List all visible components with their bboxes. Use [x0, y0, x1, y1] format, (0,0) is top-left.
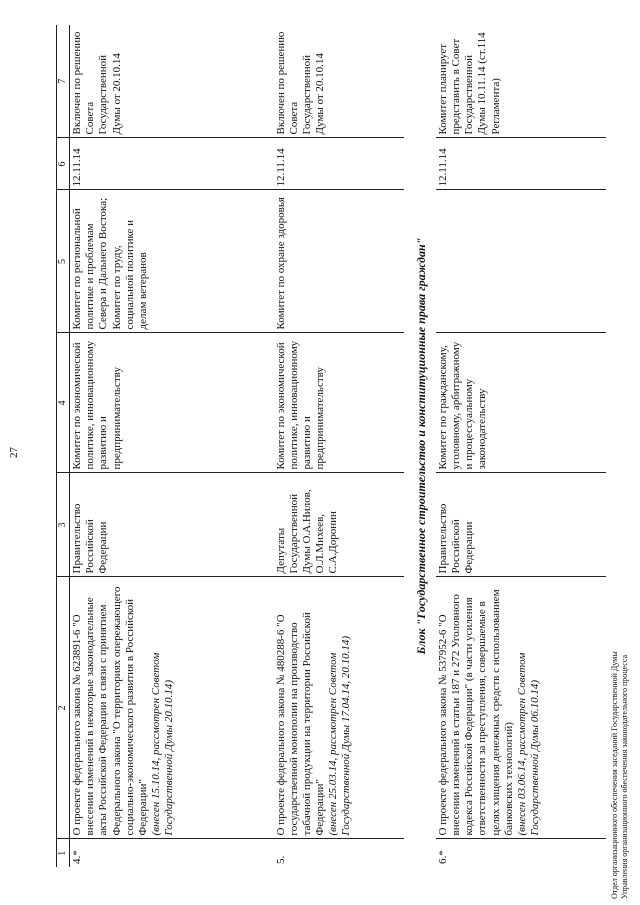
table-row: [70, 25, 274, 867]
bill-note: (внесен 15.10.14, рассмотрен Советом Государственной Думы 20.10.14): [150, 652, 176, 836]
column-header-7: 7: [57, 25, 70, 138]
section-row: [404, 25, 436, 867]
bill-title: О проекте федерального закона № 480288-6 "О государственной монополии на производство табачной продукции на территории Российской Федерации": [274, 612, 327, 836]
row-number: 4.*: [70, 839, 274, 867]
date-cell: 12.11.14: [436, 138, 606, 190]
column-header-6: 6: [57, 138, 70, 190]
section-title: Блок "Государственное строительство и конституционные права граждан": [413, 237, 428, 655]
column-header-row: [57, 25, 70, 867]
co-committee-cell: Комитет по охране здоровья: [274, 190, 404, 333]
bill-cell: [436, 577, 606, 839]
committee-cell: Комитет по гражданскому, уголовному, арбитражному и процессуальному законодательству: [436, 333, 606, 473]
column-header-1: 1: [57, 839, 70, 867]
column-header-2: 2: [57, 577, 70, 839]
committee-cell: Комитет по экономической политике, инновационному развитию и предпринимательству: [274, 333, 404, 473]
bill-note: (внесен 25.03.14, рассмотрен Советом Государственной Думы 17.04.14, 20.10.14): [327, 635, 353, 836]
column-header-4: 4: [57, 333, 70, 473]
author-cell: Правительство Российской Федерации: [436, 473, 606, 577]
author-cell: Правительство Российской Федерации: [70, 473, 274, 577]
table-row: [274, 25, 404, 867]
status-cell: Комитет планирует представить в Совет Государственной Думы 10.11.14 (ст.114 Регламента): [436, 25, 606, 138]
column-header-3: 3: [57, 473, 70, 577]
page-number: 27: [8, 447, 20, 458]
date-cell: 12.11.14: [274, 138, 404, 190]
bill-note: (внесен 03.06.14, рассмотрен Советом Государственной Думы 06.10.14): [516, 652, 542, 836]
status-cell: Включен по решению Совета Государственной Думы от 20.10.14: [274, 25, 404, 138]
co-committee-cell: [436, 190, 606, 333]
column-header-5: 5: [57, 190, 70, 333]
bill-cell: [70, 577, 274, 839]
page-footer: [610, 651, 630, 899]
agenda-table: [56, 25, 606, 867]
footer-line-1: Отдел организационного обеспечения заседаний Государственной Думы: [610, 651, 619, 899]
status-cell: Включен по решению Совета Государственной Думы от 20.10.14: [70, 25, 274, 138]
agenda-table-wrapper: [56, 25, 606, 867]
table-row: [436, 25, 606, 867]
co-committee-cell: Комитет по региональной политике и проблемам Севера и Дальнего Востока; Комитет по труду, социальной политике и делам ветеранов: [70, 190, 274, 333]
footer-line-2: Управления организационного обеспечения законодательного процесса: [620, 654, 629, 899]
committee-cell: Комитет по экономической политике, инновационному развитию и предпринимательству: [70, 333, 274, 473]
author-cell: Депутаты Государственной Думы О.А.Нилов, О.Л.Михеев, С.А.Доронин: [274, 473, 404, 577]
bill-title: О проекте федерального закона № 623891-6 "О внесении изменений в некоторые законодательные акты Российской Федерации в связи с принятием Федерального закона "О территориях опережающего социально-экономического развития в Российской Федерации": [71, 586, 149, 836]
bill-cell: [274, 577, 404, 839]
bill-title: О проекте федерального закона № 537952-6 "О внесении изменений в статьи 187 и 272 Уголовного кодекса Российской Федерации" (в части усиления ответственности за преступления, совершаемые в целях хищения денежных средств с использованием банковских технологий): [436, 589, 515, 836]
row-number: 5.: [274, 839, 404, 867]
row-number: 6.*: [436, 839, 606, 867]
date-cell: 12.11.14: [70, 138, 274, 190]
